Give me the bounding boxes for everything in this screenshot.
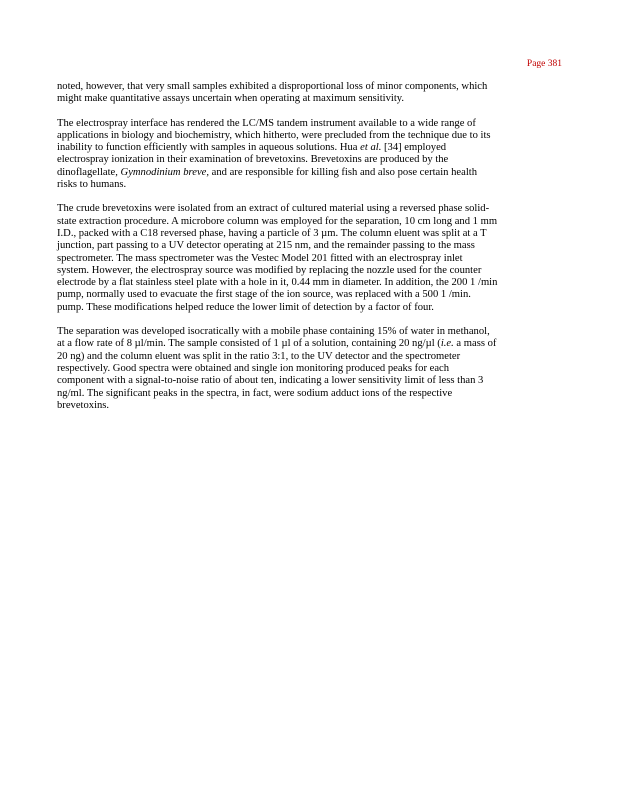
text-line bbox=[57, 265, 567, 277]
text-line bbox=[57, 302, 567, 314]
text-line bbox=[57, 203, 567, 215]
italic-text: et al. bbox=[360, 142, 382, 154]
text-segment: 20 ng) and the column eluent was split in the ratio 3:1, to the UV detector and the spectrometer bbox=[57, 350, 461, 362]
paragraph bbox=[57, 203, 567, 314]
text-line bbox=[57, 338, 567, 350]
text-segment: might make quantitative assays uncertain when operating at maximum sensitivity. bbox=[57, 93, 405, 105]
text-line bbox=[57, 240, 567, 252]
paragraph bbox=[57, 326, 567, 412]
page-number: Page 381 bbox=[526, 59, 562, 69]
text-segment: inability to function efficiently with samples in aqueous solutions. Hua bbox=[57, 142, 361, 154]
text-segment: The crude brevetoxins were isolated from an extract of cultured material using a reversed phase solid- bbox=[57, 203, 490, 215]
text-segment: I.D., packed with a C18 reversed phase, having a particle of 3 µm. The column eluent was split at a T bbox=[57, 227, 487, 239]
text-segment: The separation was developed isocratically with a mobile phase containing 15% of water in methanol, bbox=[57, 326, 490, 338]
text-line bbox=[57, 81, 567, 93]
text-segment: respectively. Good spectra were obtained and single ion monitoring produced peaks for each bbox=[57, 362, 450, 374]
text-line bbox=[57, 277, 567, 289]
text-line bbox=[57, 179, 567, 191]
text-segment: system. However, the electrospray source was modified by replacing the nozzle used for the counter bbox=[57, 264, 482, 276]
text-line bbox=[57, 142, 567, 154]
text-segment: a mass of bbox=[453, 338, 497, 350]
text-line bbox=[57, 228, 567, 240]
text-line bbox=[57, 167, 567, 179]
text-segment: pump, normally used to evacuate the first stage of the ion source, was replaced with a 500 1 /min. bbox=[57, 289, 471, 301]
text-line bbox=[57, 326, 567, 338]
text-line bbox=[57, 289, 567, 301]
italic-text: Gymnodinium breve, bbox=[120, 166, 210, 178]
paragraph bbox=[57, 81, 567, 106]
text-line bbox=[57, 93, 567, 105]
text-segment: risks to humans. bbox=[57, 179, 127, 191]
text-segment: pump. These modifications helped reduce the lower limit of detection by a factor of four. bbox=[57, 301, 434, 313]
text-segment: and are responsible for killing fish and also pose certain health bbox=[209, 166, 478, 178]
text-segment: electrode by a flat stainless steel plate with a hole in it, 0.44 mm in diameter. In addition, the 200 1 /min bbox=[57, 277, 498, 289]
text-line bbox=[57, 375, 567, 387]
paragraph bbox=[57, 118, 567, 192]
text-line bbox=[57, 363, 567, 375]
text-line bbox=[57, 216, 567, 228]
text-segment: applications in biology and biochemistry, which hitherto, were precluded from the technique due to its bbox=[57, 129, 491, 141]
text-line bbox=[57, 400, 567, 412]
text-segment: spectrometer. The mass spectrometer was the Vestec Model 201 fitted with an electrospray inlet bbox=[57, 252, 463, 264]
text-segment: ng/ml. The significant peaks in the spectra, in fact, were sodium adduct ions of the respective bbox=[57, 387, 453, 399]
text-segment: component with a signal-to-noise ratio of about ten, indicating a lower sensitivity limit of less than 3 bbox=[57, 375, 484, 387]
text-line bbox=[57, 154, 567, 166]
text-segment: brevetoxins. bbox=[57, 399, 110, 411]
text-segment: state extraction procedure. A microbore column was employed for the separation, 10 cm long and 1 mm bbox=[57, 215, 498, 227]
body-text bbox=[57, 81, 567, 412]
text-segment: electrospray ionization in their examination of brevetoxins. Brevetoxins are produced by the bbox=[57, 154, 449, 166]
text-segment: The electrospray interface has rendered the LC/MS tandem instrument available to a wide range of bbox=[57, 117, 476, 129]
text-segment: at a flow rate of 8 µl/min. The sample consisted of 1 µl of a solution, containing 20 ng/µl ( bbox=[57, 338, 441, 350]
text-line bbox=[57, 351, 567, 363]
text-segment: [34] employed bbox=[381, 142, 447, 154]
text-line bbox=[57, 388, 567, 400]
text-line bbox=[57, 130, 567, 142]
text-segment: noted, however, that very small samples exhibited a disproportional loss of minor components, which bbox=[57, 81, 488, 92]
text-segment: junction, part passing to a UV detector operating at 215 nm, and the remainder passing to the mass bbox=[57, 240, 475, 252]
text-segment: dinoflagellate, bbox=[57, 166, 121, 178]
text-line bbox=[57, 118, 567, 130]
text-line bbox=[57, 253, 567, 265]
italic-text: i.e. bbox=[440, 338, 454, 350]
